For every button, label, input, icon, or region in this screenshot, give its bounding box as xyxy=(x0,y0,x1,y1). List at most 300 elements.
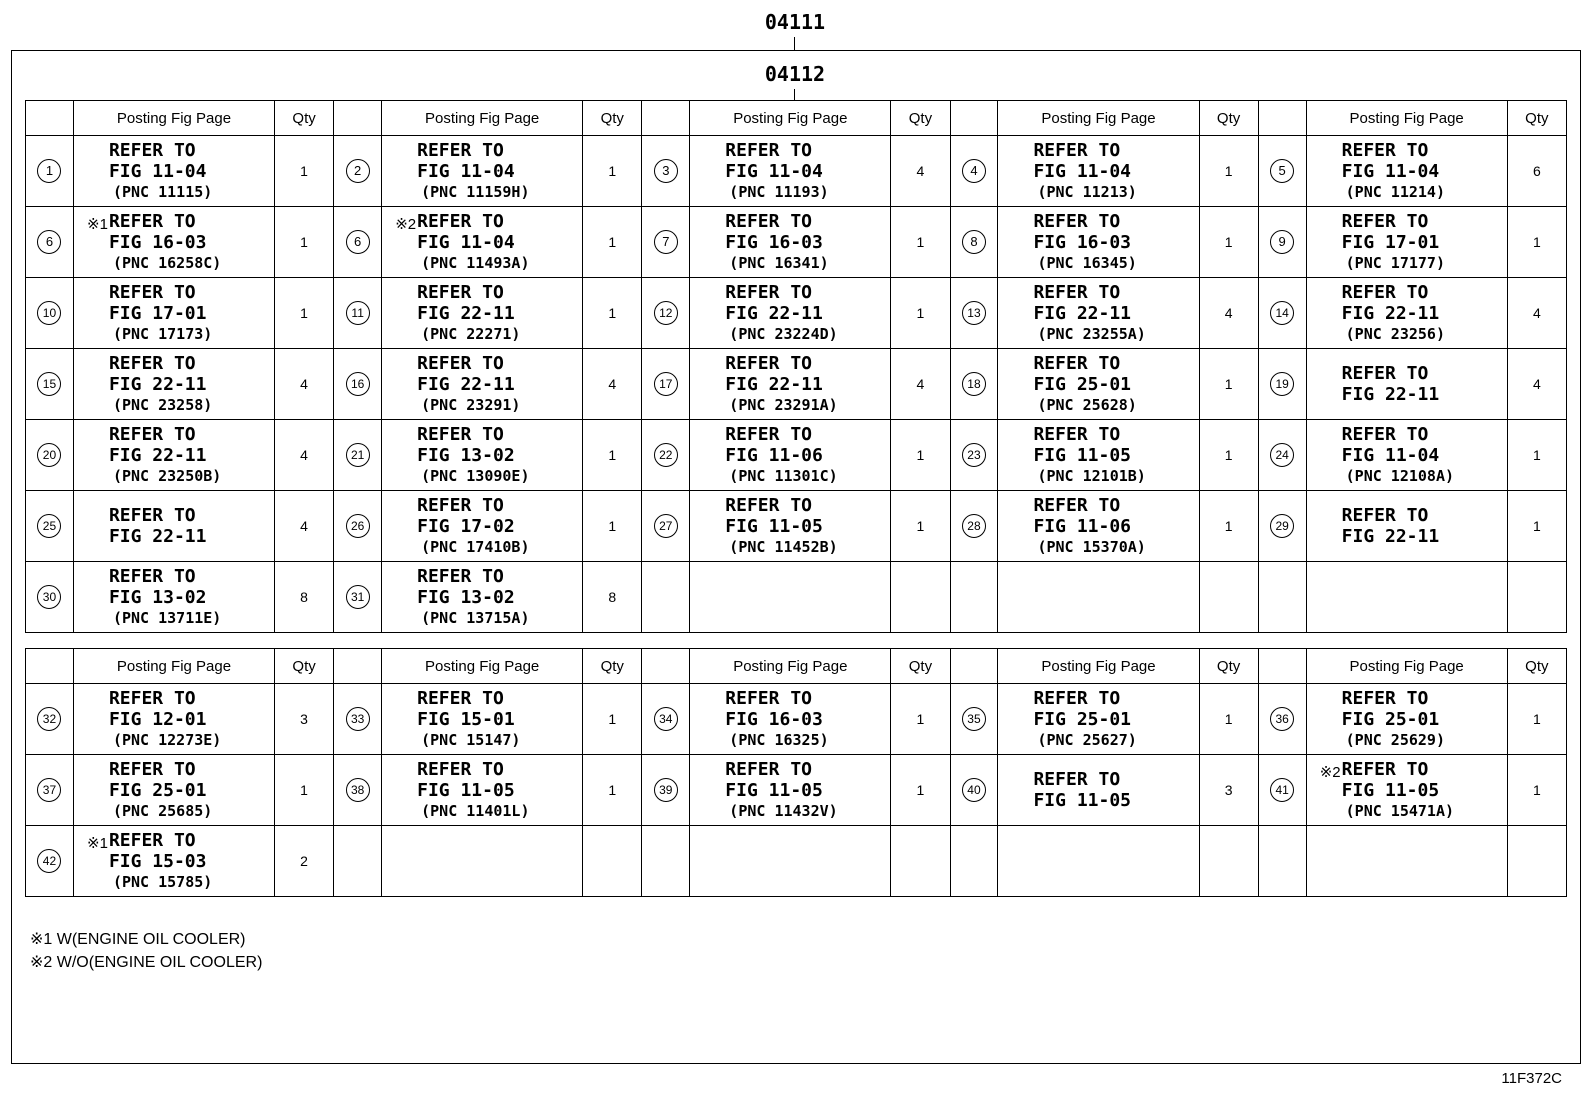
fig-page-text: FIG 13-02 xyxy=(417,587,515,608)
refer-to-text: REFER TO xyxy=(1033,140,1121,161)
refer-to-text: REFER TO xyxy=(108,140,196,161)
ref-number-badge: 14 xyxy=(1270,301,1294,325)
qty-value: 1 xyxy=(1224,163,1233,179)
qty-value: 1 xyxy=(608,518,617,534)
ref-number-badge: 4 xyxy=(962,159,986,183)
qty-cell xyxy=(1507,755,1566,826)
refer-to-text: REFER TO xyxy=(417,566,504,587)
refer-to-text: REFER TO xyxy=(1341,282,1429,303)
fig-page-text: FIG 17-01 xyxy=(1341,232,1440,253)
qty-cell xyxy=(583,562,642,633)
pnc-text: (PNC 16345) xyxy=(1037,254,1137,272)
fig-page-text: FIG 17-01 xyxy=(108,303,207,324)
table-header-row xyxy=(26,101,1567,136)
qty-cell xyxy=(891,755,950,826)
ref-number-cell xyxy=(950,278,998,349)
posting-fig-page-cell xyxy=(73,349,274,420)
ref-number-badge: 13 xyxy=(962,301,986,325)
fig-page-text: FIG 16-03 xyxy=(1033,232,1132,253)
qty-cell xyxy=(891,349,950,420)
posting-fig-page-cell xyxy=(382,755,583,826)
ref-number-badge: 16 xyxy=(346,372,370,396)
refer-to-text: REFER TO xyxy=(1341,140,1429,161)
ref-number-badge: 29 xyxy=(1270,514,1294,538)
ref-number-badge: 42 xyxy=(37,849,61,873)
qty-value: 1 xyxy=(608,305,617,321)
posting-fig-page-cell xyxy=(73,826,274,897)
header-num-cell xyxy=(1258,649,1306,684)
pnc-text: (PNC 16325) xyxy=(729,731,829,749)
fig-page-text: FIG 11-05 xyxy=(725,516,823,537)
fig-page-text: FIG 12-01 xyxy=(108,709,207,730)
pnc-text: (PNC 23255A) xyxy=(1037,325,1146,343)
ref-number-cell xyxy=(26,755,74,826)
fig-page-text: FIG 11-06 xyxy=(1033,516,1132,537)
pnc-text: (PNC 23250B) xyxy=(112,467,222,485)
fig-page-text: FIG 11-04 xyxy=(1341,445,1440,466)
ref-number-cell xyxy=(642,755,690,826)
ref-number-cell xyxy=(26,420,74,491)
ref-number-cell xyxy=(26,349,74,420)
posting-fig-page-cell xyxy=(998,349,1199,420)
ref-number-cell xyxy=(950,136,998,207)
qty-cell xyxy=(274,136,333,207)
posting-fig-page-cell xyxy=(382,207,583,278)
ref-number-cell xyxy=(1258,278,1306,349)
refer-to-text: REFER TO xyxy=(108,688,196,709)
posting-fig-page-cell xyxy=(73,491,274,562)
table-row xyxy=(26,684,1567,755)
qty-cell xyxy=(891,684,950,755)
qty-cell xyxy=(274,349,333,420)
refer-to-text: REFER TO xyxy=(725,495,812,516)
posting-fig-page-cell xyxy=(382,136,583,207)
refer-to-text: REFER TO xyxy=(108,505,196,526)
fig-page-text: FIG 22-11 xyxy=(417,303,515,324)
ref-number-badge: 39 xyxy=(654,778,678,802)
pnc-text: (PNC 25685) xyxy=(112,802,213,820)
qty-value: 4 xyxy=(300,447,308,463)
fig-page-text: FIG 11-04 xyxy=(725,161,823,182)
ref-number-badge: 35 xyxy=(962,707,986,731)
qty-value: 3 xyxy=(1224,782,1233,798)
ref-number-badge: 21 xyxy=(346,443,370,467)
posting-fig-page-cell xyxy=(690,755,891,826)
posting-fig-page-cell xyxy=(998,136,1199,207)
header-num-cell xyxy=(642,101,690,136)
qty-value: 1 xyxy=(916,234,925,250)
refer-to-text: REFER TO xyxy=(1033,424,1121,445)
ref-number-cell xyxy=(1258,420,1306,491)
qty-cell xyxy=(583,136,642,207)
qty-value: 1 xyxy=(608,711,617,727)
ref-number-cell xyxy=(334,278,382,349)
fig-page-text: FIG 15-01 xyxy=(417,709,515,730)
footnote-marker: ※2 xyxy=(1319,764,1341,781)
pnc-text: (PNC 22271) xyxy=(421,325,521,343)
pnc-text: (PNC 12108A) xyxy=(1345,467,1455,485)
header-posting-fig-page: Posting Fig Page xyxy=(1306,649,1507,684)
qty-cell xyxy=(1199,491,1258,562)
qty-cell xyxy=(1507,684,1566,755)
ref-number-badge: 12 xyxy=(654,301,678,325)
qty-cell xyxy=(1199,562,1258,633)
qty-cell xyxy=(891,278,950,349)
posting-fig-page-cell xyxy=(998,562,1199,633)
qty-value: 4 xyxy=(1532,305,1541,321)
header-num-cell xyxy=(26,649,74,684)
fig-page-text: FIG 22-11 xyxy=(1341,526,1440,547)
ref-number-cell xyxy=(950,349,998,420)
ref-number-cell xyxy=(642,420,690,491)
qty-cell xyxy=(1199,755,1258,826)
refer-to-text: REFER TO xyxy=(725,759,812,780)
qty-cell xyxy=(583,491,642,562)
ref-number-cell xyxy=(26,684,74,755)
pnc-text: (PNC 23258) xyxy=(112,396,213,414)
ref-number-badge: 10 xyxy=(37,301,61,325)
pnc-text: (PNC 11159H) xyxy=(421,183,530,201)
header-qty: Qty xyxy=(1507,649,1566,684)
qty-value: 1 xyxy=(608,163,617,179)
posting-fig-page-cell xyxy=(690,826,891,897)
pnc-text: (PNC 13711E) xyxy=(112,609,222,627)
qty-cell xyxy=(1507,349,1566,420)
qty-value: 1 xyxy=(1224,518,1233,534)
pnc-text: (PNC 25629) xyxy=(1345,731,1445,749)
ref-number-cell xyxy=(1258,136,1306,207)
ref-number-badge: 40 xyxy=(962,778,986,802)
ref-number-badge: 41 xyxy=(1270,778,1294,802)
qty-value: 1 xyxy=(608,447,617,463)
qty-cell xyxy=(583,420,642,491)
ref-number-cell xyxy=(334,826,382,897)
header-qty: Qty xyxy=(1199,649,1258,684)
header-num-cell xyxy=(1258,101,1306,136)
ref-number-badge: 20 xyxy=(37,443,61,467)
qty-value: 1 xyxy=(300,305,308,321)
qty-cell xyxy=(274,755,333,826)
fig-page-text: FIG 11-05 xyxy=(1341,780,1440,801)
ref-number-cell xyxy=(950,826,998,897)
refer-to-text: REFER TO xyxy=(725,211,812,232)
refer-to-text: REFER TO xyxy=(417,495,504,516)
figure-code: 11F372C xyxy=(1501,1070,1562,1087)
qty-value: 1 xyxy=(300,782,308,798)
posting-fig-page-cell xyxy=(1306,562,1507,633)
ref-number-badge: 6 xyxy=(346,230,370,254)
qty-cell xyxy=(1507,136,1566,207)
fig-page-text: FIG 22-11 xyxy=(108,526,207,547)
qty-cell xyxy=(891,491,950,562)
refer-to-text: REFER TO xyxy=(725,424,812,445)
ref-number-cell xyxy=(642,136,690,207)
pnc-text: (PNC 23291A) xyxy=(729,396,838,414)
ref-number-cell xyxy=(950,420,998,491)
fig-page-text: FIG 11-05 xyxy=(725,780,823,801)
refer-to-text: REFER TO xyxy=(417,688,504,709)
pnc-text: (PNC 11432V) xyxy=(729,802,838,820)
ref-number-cell xyxy=(950,562,998,633)
qty-value: 4 xyxy=(916,163,925,179)
pnc-text: (PNC 13715A) xyxy=(421,609,530,627)
refer-to-text: REFER TO xyxy=(1033,282,1121,303)
refer-to-text: REFER TO xyxy=(108,566,196,587)
ref-number-badge: 5 xyxy=(1270,159,1294,183)
qty-cell xyxy=(1199,207,1258,278)
ref-number-cell xyxy=(950,684,998,755)
pnc-text: (PNC 23224D) xyxy=(729,325,838,343)
qty-value: 1 xyxy=(916,518,925,534)
pnc-text: (PNC 16341) xyxy=(729,254,829,272)
fig-page-text: FIG 17-02 xyxy=(417,516,515,537)
ref-number-cell xyxy=(1258,207,1306,278)
ref-number-cell xyxy=(642,826,690,897)
qty-value: 1 xyxy=(1532,711,1541,727)
pnc-text: (PNC 12101B) xyxy=(1037,467,1146,485)
posting-fig-page-cell xyxy=(998,278,1199,349)
refer-to-text: REFER TO xyxy=(1341,211,1429,232)
header-posting-fig-page: Posting Fig Page xyxy=(690,649,891,684)
header-qty: Qty xyxy=(891,649,950,684)
qty-cell xyxy=(274,491,333,562)
posting-fig-page-cell xyxy=(998,420,1199,491)
ref-number-cell xyxy=(1258,755,1306,826)
pnc-text: (PNC 11452B) xyxy=(729,538,838,556)
qty-value: 1 xyxy=(916,447,925,463)
qty-value: 1 xyxy=(1532,234,1541,250)
qty-cell xyxy=(274,562,333,633)
qty-cell xyxy=(1507,826,1566,897)
ref-number-cell xyxy=(334,207,382,278)
posting-fig-page-cell xyxy=(1306,826,1507,897)
fig-page-text: FIG 11-05 xyxy=(417,780,515,801)
ref-number-badge: 32 xyxy=(37,707,61,731)
qty-value: 2 xyxy=(300,853,308,869)
header-qty: Qty xyxy=(1199,101,1258,136)
qty-value: 1 xyxy=(1532,782,1541,798)
table-header-row xyxy=(26,649,1567,684)
qty-value: 1 xyxy=(916,711,925,727)
qty-cell xyxy=(274,207,333,278)
fig-page-text: FIG 11-06 xyxy=(725,445,823,466)
posting-fig-page-cell xyxy=(73,562,274,633)
pnc-text: (PNC 15147) xyxy=(421,731,521,749)
posting-fig-page-cell xyxy=(690,562,891,633)
pnc-text: (PNC 11214) xyxy=(1345,183,1445,201)
posting-fig-page-cell xyxy=(382,826,583,897)
fig-page-text: FIG 11-04 xyxy=(108,161,207,182)
ref-number-cell xyxy=(26,491,74,562)
header-qty: Qty xyxy=(274,649,333,684)
ref-number-cell xyxy=(334,755,382,826)
ref-number-cell xyxy=(334,136,382,207)
qty-value: 4 xyxy=(1224,305,1233,321)
posting-fig-page-cell xyxy=(73,755,274,826)
posting-fig-page-cell xyxy=(690,491,891,562)
refer-to-text: REFER TO xyxy=(417,424,504,445)
qty-value: 4 xyxy=(1532,376,1541,392)
ref-number-badge: 31 xyxy=(346,585,370,609)
fig-page-text: FIG 16-03 xyxy=(725,232,823,253)
ref-number-cell xyxy=(642,349,690,420)
pnc-text: (PNC 11301C) xyxy=(729,467,838,485)
pnc-text: (PNC 11213) xyxy=(1037,183,1137,201)
ref-number-cell xyxy=(642,684,690,755)
refer-to-text: REFER TO xyxy=(1341,424,1429,445)
qty-value: 4 xyxy=(300,518,308,534)
header-posting-fig-page: Posting Fig Page xyxy=(73,101,274,136)
posting-fig-page-cell xyxy=(690,136,891,207)
ref-number-badge: 9 xyxy=(1270,230,1294,254)
ref-number-badge: 27 xyxy=(654,514,678,538)
refer-to-text: REFER TO xyxy=(1033,353,1121,374)
posting-fig-page-cell xyxy=(73,207,274,278)
ref-number-cell xyxy=(1258,349,1306,420)
qty-cell xyxy=(1199,349,1258,420)
pnc-text: (PNC 25628) xyxy=(1037,396,1137,414)
parts-table-lower xyxy=(25,648,1567,897)
header-qty: Qty xyxy=(1507,101,1566,136)
ref-number-cell xyxy=(334,349,382,420)
posting-fig-page-cell xyxy=(382,349,583,420)
ref-number-cell xyxy=(1258,491,1306,562)
posting-fig-page-cell xyxy=(690,684,891,755)
ref-number-cell xyxy=(334,562,382,633)
ref-number-badge: 30 xyxy=(37,585,61,609)
fig-page-text: FIG 22-11 xyxy=(1341,303,1440,324)
qty-cell xyxy=(583,826,642,897)
qty-value: 1 xyxy=(608,234,617,250)
refer-to-text: REFER TO xyxy=(725,282,812,303)
table-row xyxy=(26,491,1567,562)
qty-cell xyxy=(1199,826,1258,897)
qty-value: 4 xyxy=(608,376,617,392)
ref-number-cell xyxy=(26,207,74,278)
refer-to-text: REFER TO xyxy=(1033,495,1121,516)
refer-to-text: REFER TO xyxy=(108,830,196,851)
table-row xyxy=(26,207,1567,278)
fig-page-text: FIG 22-11 xyxy=(1341,384,1440,405)
fig-page-text: FIG 11-04 xyxy=(417,161,515,182)
ref-number-cell xyxy=(642,207,690,278)
posting-fig-page-cell xyxy=(690,207,891,278)
posting-fig-page-cell xyxy=(1306,684,1507,755)
pnc-text: (PNC 11401L) xyxy=(421,802,530,820)
qty-cell xyxy=(891,136,950,207)
table-row xyxy=(26,562,1567,633)
fig-page-text: FIG 22-11 xyxy=(108,374,207,395)
posting-fig-page-cell xyxy=(690,278,891,349)
qty-value: 6 xyxy=(1532,163,1541,179)
table-row xyxy=(26,278,1567,349)
fig-page-text: FIG 15-03 xyxy=(108,851,207,872)
header-qty: Qty xyxy=(274,101,333,136)
pnc-text: (PNC 23256) xyxy=(1345,325,1445,343)
qty-cell xyxy=(1199,136,1258,207)
fig-page-text: FIG 13-02 xyxy=(108,587,207,608)
fig-page-text: FIG 22-11 xyxy=(725,374,823,395)
refer-to-text: REFER TO xyxy=(725,688,812,709)
qty-value: 1 xyxy=(1224,376,1233,392)
qty-cell xyxy=(891,826,950,897)
posting-fig-page-cell xyxy=(382,278,583,349)
qty-cell xyxy=(891,207,950,278)
qty-value: 1 xyxy=(1224,447,1233,463)
qty-cell xyxy=(583,684,642,755)
posting-fig-page-cell xyxy=(690,349,891,420)
posting-fig-page-cell xyxy=(1306,755,1507,826)
footnote-marker: ※2 xyxy=(395,216,417,233)
pnc-text: (PNC 13090E) xyxy=(421,467,530,485)
ref-number-badge: 37 xyxy=(37,778,61,802)
fig-page-text: FIG 16-03 xyxy=(108,232,207,253)
posting-fig-page-cell xyxy=(1306,278,1507,349)
ref-number-badge: 38 xyxy=(346,778,370,802)
ref-number-cell xyxy=(1258,684,1306,755)
refer-to-text: REFER TO xyxy=(1341,688,1429,709)
ref-number-badge: 18 xyxy=(962,372,986,396)
posting-fig-page-cell xyxy=(382,562,583,633)
ref-number-badge: 25 xyxy=(37,514,61,538)
qty-value: 3 xyxy=(300,711,308,727)
ref-number-badge: 34 xyxy=(654,707,678,731)
ref-number-cell xyxy=(334,684,382,755)
header-posting-fig-page: Posting Fig Page xyxy=(382,649,583,684)
posting-fig-page-cell xyxy=(998,826,1199,897)
ref-number-badge: 6 xyxy=(37,230,61,254)
pnc-text: (PNC 12273E) xyxy=(112,731,222,749)
fig-page-text: FIG 22-11 xyxy=(108,445,207,466)
ref-number-badge: 1 xyxy=(37,159,61,183)
ref-number-badge: 2 xyxy=(346,159,370,183)
header-posting-fig-page: Posting Fig Page xyxy=(998,649,1199,684)
pnc-text: (PNC 17173) xyxy=(112,325,213,343)
qty-cell xyxy=(1199,420,1258,491)
posting-fig-page-cell xyxy=(1306,207,1507,278)
refer-to-text: REFER TO xyxy=(1341,363,1429,384)
qty-value: 1 xyxy=(300,163,308,179)
ref-number-cell xyxy=(1258,826,1306,897)
pnc-text: (PNC 11193) xyxy=(729,183,829,201)
qty-value: 1 xyxy=(608,782,617,798)
ref-number-badge: 24 xyxy=(1270,443,1294,467)
qty-cell xyxy=(274,278,333,349)
qty-cell xyxy=(583,349,642,420)
ref-number-badge: 15 xyxy=(37,372,61,396)
ref-number-badge: 19 xyxy=(1270,372,1294,396)
posting-fig-page-cell xyxy=(690,420,891,491)
ref-number-cell xyxy=(642,278,690,349)
refer-to-text: REFER TO xyxy=(725,353,812,374)
fig-page-text: FIG 25-01 xyxy=(108,780,207,801)
footnote-marker: ※1 xyxy=(87,216,108,233)
header-posting-fig-page: Posting Fig Page xyxy=(998,101,1199,136)
ref-number-badge: 3 xyxy=(654,159,678,183)
qty-cell xyxy=(1507,420,1566,491)
fig-page-text: FIG 11-04 xyxy=(417,232,515,253)
qty-value: 8 xyxy=(608,589,617,605)
ref-number-badge: 36 xyxy=(1270,707,1294,731)
refer-to-text: REFER TO xyxy=(417,353,504,374)
qty-cell xyxy=(274,684,333,755)
footnote-1: ※1 W(ENGINE OIL COOLER) xyxy=(30,931,246,948)
ref-number-badge: 28 xyxy=(962,514,986,538)
posting-fig-page-cell xyxy=(998,207,1199,278)
header-num-cell xyxy=(334,649,382,684)
posting-fig-page-cell xyxy=(1306,136,1507,207)
table-row xyxy=(26,349,1567,420)
